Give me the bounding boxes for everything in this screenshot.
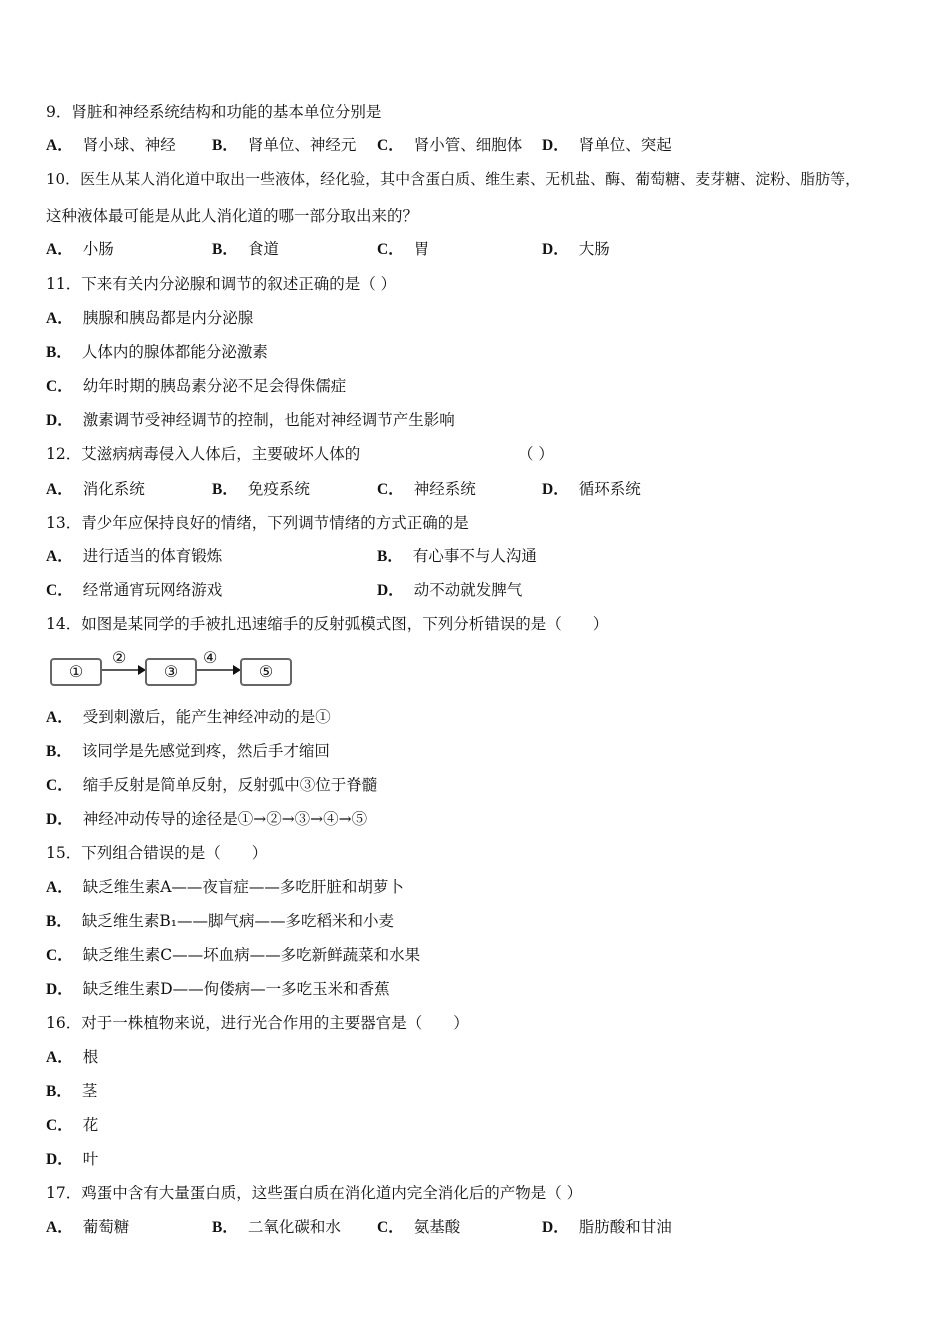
option-label: C． [46,777,73,794]
q11-option-b [46,342,268,363]
q12-option-b [212,479,310,500]
q13-option-d [377,580,522,601]
option-text: 胃 [413,240,430,258]
option-label: B． [46,913,72,930]
q16-option-c [46,1115,98,1136]
option-text: 小肠 [82,240,114,258]
option-label: D． [46,981,73,998]
q10-option-b [212,239,279,260]
option-text: 神经系统 [413,480,476,498]
q15-option-b [46,911,394,932]
option-text: 免疫系统 [247,480,310,498]
q12-option-d [542,479,641,500]
option-label: B． [46,743,72,760]
option-label: A． [46,1049,73,1066]
q15-option-a [46,877,404,898]
option-label: A． [46,709,73,726]
option-text: 葡萄糖 [82,1218,130,1236]
q10-option-d [542,239,610,260]
q16-option-d [46,1149,98,1170]
option-text: 脂肪酸和甘油 [578,1218,672,1236]
question-11-stem: 11．下来有关内分泌腺和调节的叙述正确的是（ ） [46,275,397,293]
option-text: 人体内的腺体都能分泌激素 [81,343,268,361]
option-label: C． [46,1117,73,1134]
q11-option-d [46,410,455,431]
q16-option-b [46,1081,97,1102]
question-10-stem-line2: 这种液体最可能是从此人消化道的哪一部分取出来的？ [46,207,419,225]
option-text: 胰腺和胰岛都是内分泌腺 [82,309,254,327]
option-text: 肾单位、神经元 [247,136,357,154]
option-label: C． [46,582,73,599]
q12-option-c [377,479,476,500]
option-label: A． [46,481,73,498]
option-text: 肾单位、突起 [578,136,672,154]
option-label: B． [377,548,403,565]
option-text: 经常通宵玩网络游戏 [82,581,223,599]
option-text: 该同学是先感觉到疼，然后手才缩回 [81,742,330,760]
option-label: C． [377,481,404,498]
option-label: A． [46,879,73,896]
q16-option-a [46,1047,98,1068]
diagram-label-2: ② [112,648,127,667]
option-text: 消化系统 [82,480,145,498]
q15-option-d [46,979,390,1000]
q14-option-d [46,809,367,830]
option-text: 缩手反射是简单反射，反射弧中③位于脊髓 [82,776,378,794]
diagram-box-1: ① [50,658,102,686]
option-text: 食道 [247,240,279,258]
option-text: 二氧化碳和水 [247,1218,341,1236]
option-text: 大肠 [578,240,610,258]
question-15-stem: 15．下列组合错误的是（ ） [46,844,268,862]
option-text: 茎 [81,1082,98,1100]
option-label: C． [46,947,73,964]
option-text: 肾小管、细胞体 [413,136,523,154]
option-label: B． [212,137,238,154]
option-label: B． [46,1083,72,1100]
option-text: 叶 [82,1150,99,1168]
diagram-label-4: ④ [203,648,218,667]
option-label: D． [542,1219,569,1236]
option-text: 花 [82,1116,99,1134]
option-label: A． [46,310,73,327]
option-text: 进行适当的体育锻炼 [82,547,223,565]
option-text: 缺乏维生素C——坏血病——多吃新鲜蔬菜和水果 [82,946,421,964]
option-text: 幼年时期的胰岛素分泌不足会得侏儒症 [82,377,347,395]
option-text: 激素调节受神经调节的控制，也能对神经调节产生影响 [82,411,455,429]
q17-option-b [212,1217,341,1238]
option-label: C． [377,1219,404,1236]
option-text: 循环系统 [578,480,641,498]
option-label: D． [46,412,73,429]
q11-option-a [46,308,253,329]
option-label: D． [542,137,569,154]
answer-bracket: （ ） [518,445,554,463]
diagram-box-3: ③ [145,658,197,686]
question-16-stem: 16．对于一株植物来说，进行光合作用的主要器官是（ ） [46,1014,469,1032]
option-label: D． [46,811,73,828]
q13-option-c [46,580,222,601]
option-label: C． [377,241,404,258]
q9-option-d [542,135,672,156]
q9-option-b [212,135,356,156]
q13-option-a [46,546,222,567]
option-label: B． [212,481,238,498]
q10-option-a [46,239,114,260]
option-label: D． [542,481,569,498]
question-9-stem: 9．肾脏和神经系统结构和功能的基本单位分别是 [46,103,382,121]
q14-option-a [46,707,331,728]
q13-option-b [377,546,537,567]
q15-option-c [46,945,420,966]
option-label: D． [377,582,404,599]
diagram-box-5: ⑤ [240,658,292,686]
question-17-stem: 17．鸡蛋中含有大量蛋白质，这些蛋白质在消化道内完全消化后的产物是（ ） [46,1184,583,1202]
option-text: 缺乏维生素A——夜盲症——多吃肝脏和胡萝卜 [82,878,404,896]
question-13-stem: 13．青少年应保持良好的情绪，下列调节情绪的方式正确的是 [46,514,469,532]
q12-option-a [46,479,145,500]
q11-option-c [46,376,346,397]
option-label: A． [46,137,73,154]
option-text: 氨基酸 [413,1218,461,1236]
q14-option-c [46,775,377,796]
option-label: D． [542,241,569,258]
option-label: B． [46,344,72,361]
option-text: 根 [82,1048,99,1066]
option-label: B． [212,241,238,258]
q17-option-d [542,1217,672,1238]
option-label: A． [46,548,73,565]
q9-option-c [377,135,522,156]
option-label: A． [46,1219,73,1236]
option-text: 神经冲动传导的途径是①→②→③→④→⑤ [82,810,368,828]
option-text: 动不动就发脾气 [413,581,523,599]
option-label: D． [46,1151,73,1168]
option-label: C． [377,137,404,154]
option-text: 受到刺激后，能产生神经冲动的是① [82,708,331,726]
option-label: B． [212,1219,238,1236]
option-label: A． [46,241,73,258]
option-text: 缺乏维生素B₁——脚气病——多吃稻米和小麦 [81,912,394,930]
q17-option-c [377,1217,460,1238]
option-label: C． [46,378,73,395]
option-text: 有心事不与人沟通 [412,547,537,565]
question-10-stem-line1: 10．医生从某人消化道中取出一些液体，经化验，其中含蛋白质、维生素、无机盐、酶、葡萄糖、麦芽糖、淀粉、脂肪等， [46,170,861,188]
question-12-stem: 12．艾滋病病毒侵入人体后，主要破坏人体的 [46,445,361,463]
question-14-stem: 14．如图是某同学的手被扎迅速缩手的反射弧模式图，下列分析错误的是（ ） [46,615,609,633]
q9-option-a [46,135,176,156]
q14-option-b [46,741,330,762]
q10-option-c [377,239,429,260]
option-text: 缺乏维生素D——佝偻病—一多吃玉米和香蕉 [82,980,390,998]
q17-option-a [46,1217,129,1238]
option-text: 肾小球、神经 [82,136,176,154]
